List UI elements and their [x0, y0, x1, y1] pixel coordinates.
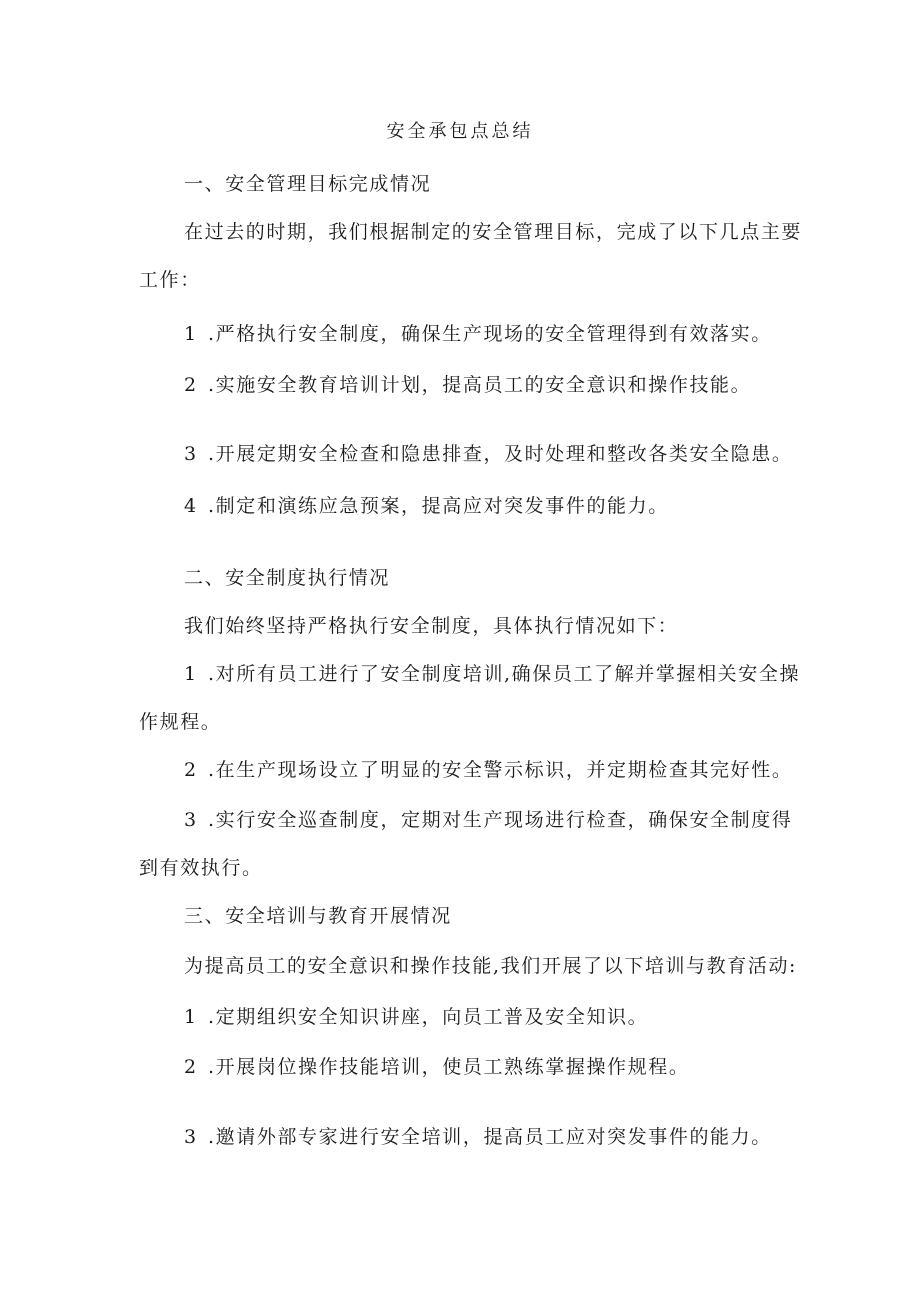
list-item-number: 1: [184, 1006, 197, 1028]
list-item: [184, 322, 772, 346]
section-heading-1: 一、安全管理目标完成情况: [184, 173, 432, 195]
list-item-number: 1: [184, 663, 197, 685]
list-item-number: 1: [184, 323, 197, 345]
list-item-text: .定期组织安全知识讲座，向员工普及安全知识。: [208, 1006, 649, 1028]
section-heading-3: 三、安全培训与教育开展情况: [184, 905, 452, 927]
list-item-text: .在生产现场设立了明显的安全警示标识，并定期检查其完好性。: [208, 759, 793, 781]
list-item-text: .开展定期安全检查和隐患排查，及时处理和整改各类安全隐患。: [208, 443, 793, 465]
list-item: [184, 808, 792, 832]
list-item-text: .开展岗位操作技能培训，使员工熟练掌握操作规程。: [208, 1056, 690, 1078]
list-item-number: 3: [184, 1126, 197, 1148]
section-1-intro-cont: 工作：: [139, 269, 201, 291]
section-2-intro: 我们始终坚持严格执行安全制度，具体执行情况如下：: [184, 615, 679, 637]
list-item-text: .制定和演练应急预案，提高应对突发事件的能力。: [208, 495, 669, 517]
list-item: [184, 1005, 648, 1029]
list-item-text: .实施安全教育培训计划，提高员工的安全意识和操作技能。: [208, 374, 752, 396]
section-3-intro: 为提高员工的安全意识和操作技能,我们开展了以下培训与教育活动:: [184, 955, 798, 977]
list-item-cont: 到有效执行。: [139, 857, 263, 879]
list-item-number: 2: [184, 759, 197, 781]
list-item-text: .严格执行安全制度，确保生产现场的安全管理得到有效落实。: [208, 323, 772, 345]
section-heading-2: 二、安全制度执行情况: [184, 567, 391, 589]
list-item: [184, 373, 751, 397]
list-item: [184, 1055, 689, 1079]
list-item: [184, 758, 792, 782]
list-item-number: 3: [184, 809, 197, 831]
list-item-text: .对所有员工进行了安全制度培训,确保员工了解并掌握相关安全操: [208, 663, 801, 685]
list-item-number: 3: [184, 443, 197, 465]
list-item: [184, 442, 792, 466]
list-item-text: .邀请外部专家进行安全培训，提高员工应对突发事件的能力。: [208, 1126, 772, 1148]
list-item-number: 2: [184, 374, 197, 396]
list-item: [184, 494, 669, 518]
page-title: 安全承包点总结: [386, 121, 534, 142]
list-item-cont: 作规程。: [139, 711, 222, 733]
list-item: [184, 662, 800, 686]
list-item-text: .实行安全巡查制度，定期对生产现场进行检查，确保安全制度得: [208, 809, 793, 831]
list-item-number: 2: [184, 1056, 197, 1078]
list-item: [184, 1125, 772, 1149]
section-1-intro: 在过去的时期，我们根据制定的安全管理目标，完成了以下几点主要: [184, 221, 803, 243]
list-item-number: 4: [184, 495, 197, 517]
